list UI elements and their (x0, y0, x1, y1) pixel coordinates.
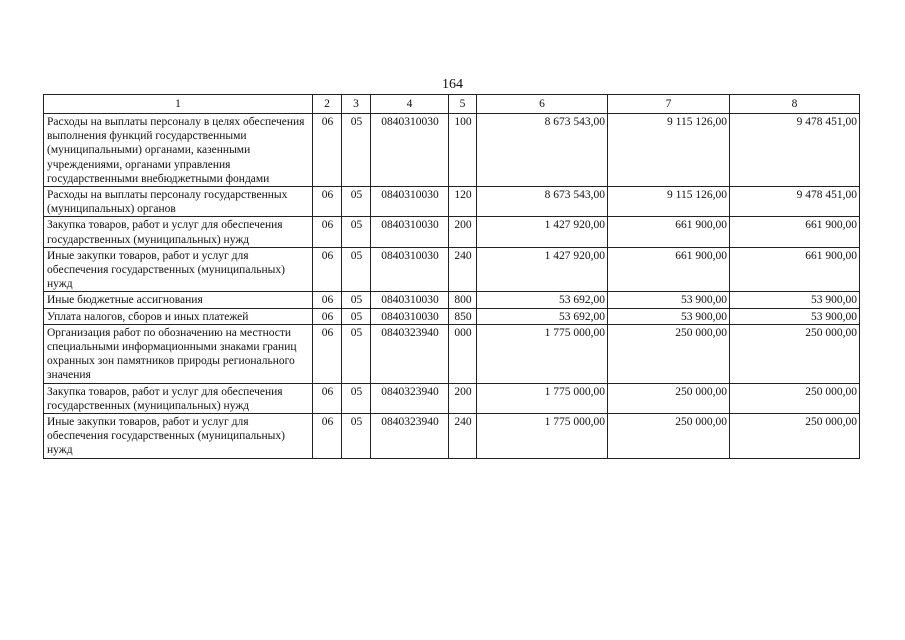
expense-type-code: 850 (449, 308, 477, 324)
section-code: 06 (313, 324, 342, 383)
row-description: Организация работ по обозначению на местности специальными информационными знаками границ охранных зон памятников природы регионального значения (44, 324, 313, 383)
section-code: 06 (313, 247, 342, 292)
expense-type-code: 100 (449, 114, 477, 187)
amount-col6: 1 427 920,00 (477, 217, 608, 247)
amount-col7: 250 000,00 (608, 324, 730, 383)
expense-type-code: 240 (449, 247, 477, 292)
target-article-code: 0840323940 (371, 383, 449, 413)
amount-col7: 9 115 126,00 (608, 187, 730, 217)
amount-col7: 9 115 126,00 (608, 114, 730, 187)
target-article-code: 0840310030 (371, 247, 449, 292)
amount-col7: 250 000,00 (608, 383, 730, 413)
target-article-code: 0840310030 (371, 308, 449, 324)
row-description: Закупка товаров, работ и услуг для обеспечения государственных (муниципальных) нужд (44, 217, 313, 247)
page-number: 164 (442, 77, 463, 92)
table-row (44, 217, 860, 247)
budget-table (43, 94, 860, 459)
amount-col7: 661 900,00 (608, 217, 730, 247)
amount-col8: 250 000,00 (730, 324, 860, 383)
amount-col6: 8 673 543,00 (477, 187, 608, 217)
row-description: Иные закупки товаров, работ и услуг для обеспечения государственных (муниципальных) нужд (44, 414, 313, 459)
section-code: 06 (313, 187, 342, 217)
expense-type-code: 800 (449, 292, 477, 308)
header-cell: 2 (313, 95, 342, 114)
amount-col8: 250 000,00 (730, 383, 860, 413)
amount-col6: 1 775 000,00 (477, 324, 608, 383)
subsection-code: 05 (342, 217, 371, 247)
table-row (44, 383, 860, 413)
amount-col6: 53 692,00 (477, 308, 608, 324)
section-code: 06 (313, 383, 342, 413)
expense-type-code: 000 (449, 324, 477, 383)
header-cell: 5 (449, 95, 477, 114)
subsection-code: 05 (342, 324, 371, 383)
expense-type-code: 200 (449, 383, 477, 413)
header-cell: 7 (608, 95, 730, 114)
row-description: Расходы на выплаты персоналу государственных (муниципальных) органов (44, 187, 313, 217)
table-row (44, 414, 860, 459)
expense-type-code: 120 (449, 187, 477, 217)
amount-col8: 661 900,00 (730, 247, 860, 292)
row-description: Уплата налогов, сборов и иных платежей (44, 308, 313, 324)
subsection-code: 05 (342, 292, 371, 308)
subsection-code: 05 (342, 114, 371, 187)
header-cell: 6 (477, 95, 608, 114)
expense-type-code: 240 (449, 414, 477, 459)
target-article-code: 0840310030 (371, 114, 449, 187)
header-row (44, 95, 860, 114)
amount-col6: 1 775 000,00 (477, 414, 608, 459)
amount-col6: 53 692,00 (477, 292, 608, 308)
subsection-code: 05 (342, 247, 371, 292)
section-code: 06 (313, 308, 342, 324)
target-article-code: 0840310030 (371, 217, 449, 247)
subsection-code: 05 (342, 308, 371, 324)
amount-col7: 661 900,00 (608, 247, 730, 292)
amount-col8: 661 900,00 (730, 217, 860, 247)
amount-col7: 53 900,00 (608, 308, 730, 324)
subsection-code: 05 (342, 414, 371, 459)
header-cell: 1 (44, 95, 313, 114)
row-description: Иные бюджетные ассигнования (44, 292, 313, 308)
table-row (44, 187, 860, 217)
amount-col6: 1 427 920,00 (477, 247, 608, 292)
target-article-code: 0840323940 (371, 414, 449, 459)
amount-col8: 9 478 451,00 (730, 187, 860, 217)
section-code: 06 (313, 414, 342, 459)
section-code: 06 (313, 292, 342, 308)
header-cell: 4 (371, 95, 449, 114)
table-row (44, 292, 860, 308)
amount-col6: 8 673 543,00 (477, 114, 608, 187)
amount-col6: 1 775 000,00 (477, 383, 608, 413)
section-code: 06 (313, 114, 342, 187)
section-code: 06 (313, 217, 342, 247)
target-article-code: 0840310030 (371, 292, 449, 308)
expense-type-code: 200 (449, 217, 477, 247)
amount-col7: 250 000,00 (608, 414, 730, 459)
row-description: Иные закупки товаров, работ и услуг для обеспечения государственных (муниципальных) нужд (44, 247, 313, 292)
amount-col8: 53 900,00 (730, 292, 860, 308)
table-row (44, 308, 860, 324)
header-cell: 8 (730, 95, 860, 114)
table-row (44, 324, 860, 383)
target-article-code: 0840323940 (371, 324, 449, 383)
amount-col8: 53 900,00 (730, 308, 860, 324)
table-row (44, 114, 860, 187)
amount-col8: 9 478 451,00 (730, 114, 860, 187)
table-row (44, 247, 860, 292)
subsection-code: 05 (342, 383, 371, 413)
amount-col7: 53 900,00 (608, 292, 730, 308)
subsection-code: 05 (342, 187, 371, 217)
target-article-code: 0840310030 (371, 187, 449, 217)
header-cell: 3 (342, 95, 371, 114)
row-description: Расходы на выплаты персоналу в целях обеспечения выполнения функций государственными (муниципальными) органами, казенными учреждениями, органами управления государственными внебюджетными фондами (44, 114, 313, 187)
row-description: Закупка товаров, работ и услуг для обеспечения государственных (муниципальных) нужд (44, 383, 313, 413)
amount-col8: 250 000,00 (730, 414, 860, 459)
